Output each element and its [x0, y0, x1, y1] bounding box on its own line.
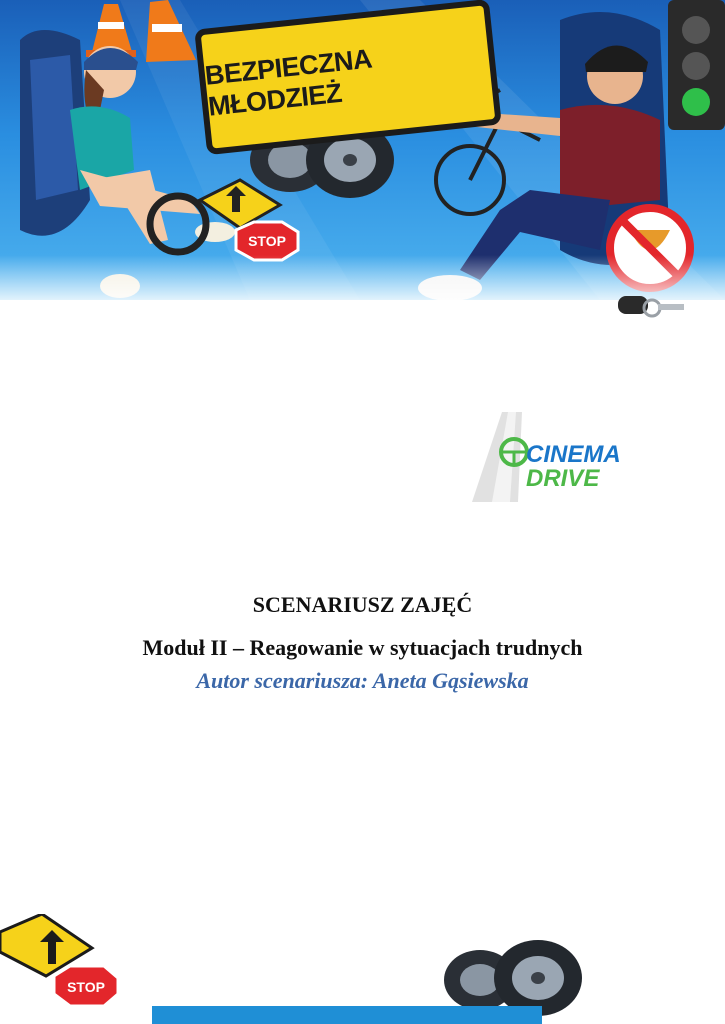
- tire-icon: [494, 940, 582, 1016]
- module-title: Moduł II – Reagowanie w sytuacjach trudnych: [142, 635, 583, 660]
- author-line: Autor scenariusza: Aneta Gąsiewska: [196, 668, 529, 693]
- footer-bar: [152, 1006, 542, 1024]
- footer-stop-sign-label: STOP: [67, 979, 105, 995]
- logo-line1: CINEMA: [526, 441, 621, 468]
- car-keys-icon: [612, 290, 692, 340]
- stop-sign-label: STOP: [248, 233, 286, 249]
- stop-sign-icon: [54, 966, 118, 1006]
- header-banner: [0, 0, 725, 300]
- logo-line2: DRIVE: [526, 465, 600, 492]
- cinema-drive-logo: [462, 408, 622, 504]
- document-title: SCENARIUSZ ZAJĘĆ: [252, 592, 473, 617]
- slogan-sign-text: BEZPIECZNA MŁODZIEŻ: [203, 43, 373, 122]
- footer-road-signs: [0, 914, 130, 1024]
